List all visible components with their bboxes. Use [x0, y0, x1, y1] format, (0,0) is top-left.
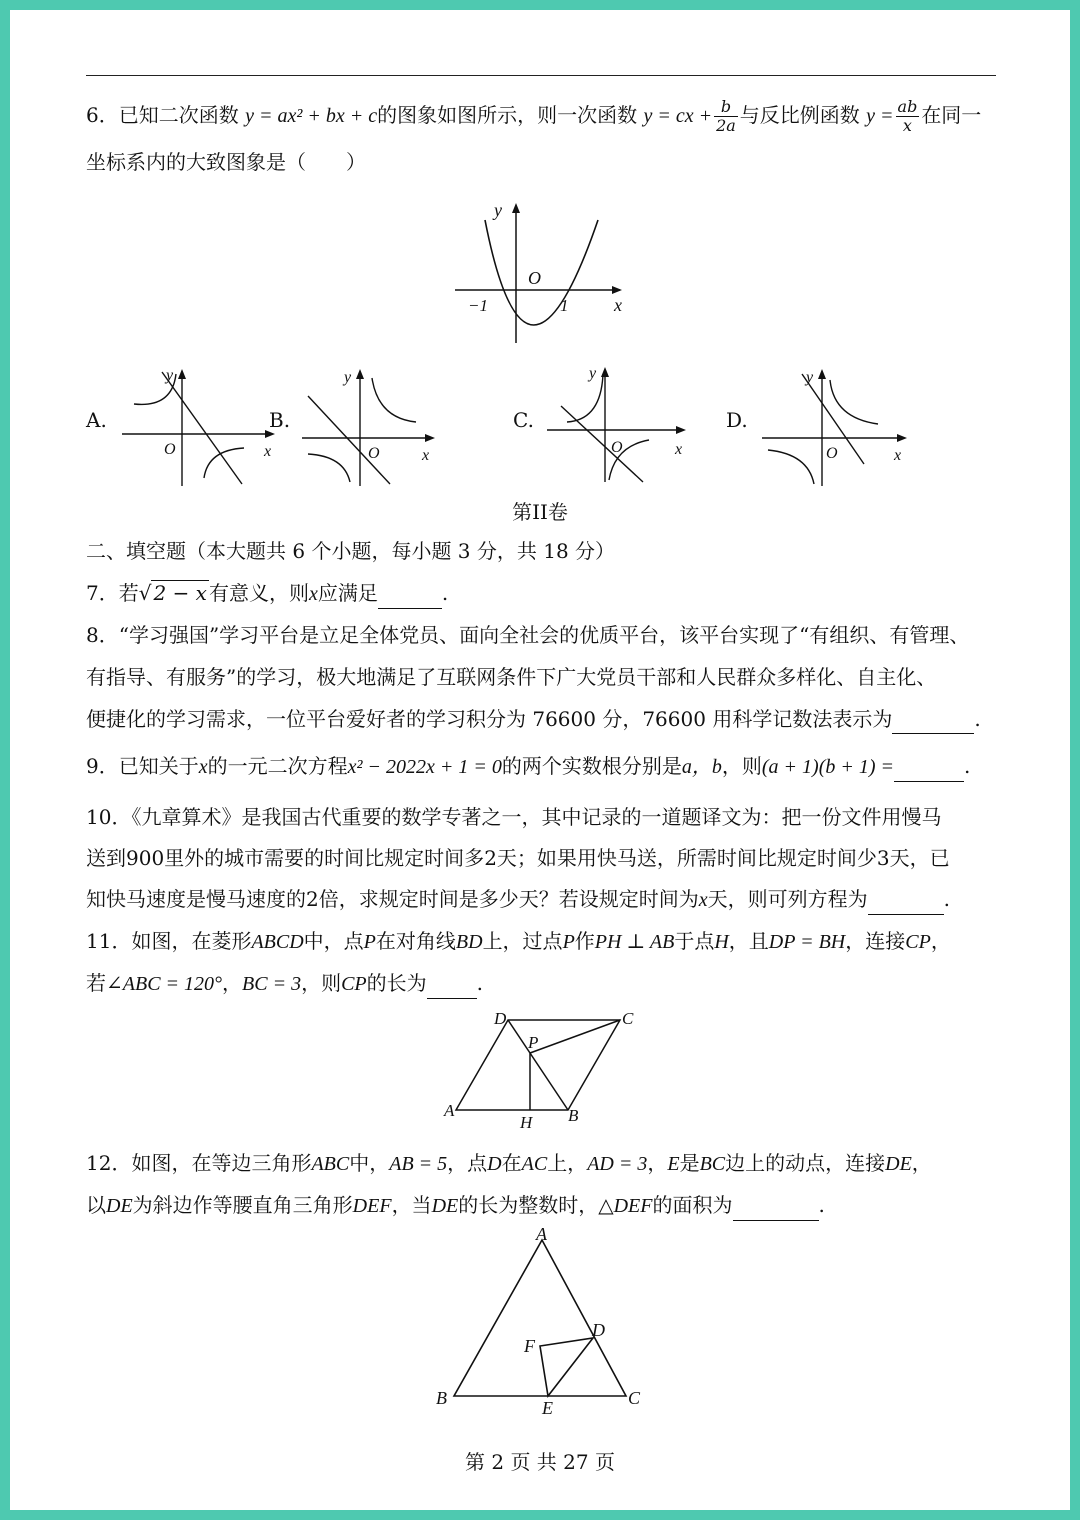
q9-answer-blank[interactable]	[894, 759, 964, 782]
q6-line2: 坐标系内的大致图象是（ ）	[86, 150, 366, 174]
q6-parabola-graph	[450, 198, 630, 348]
svg-text:E: E	[542, 1398, 553, 1418]
svg-text:C: C	[622, 1009, 634, 1028]
svg-text:x: x	[422, 447, 430, 464]
svg-text:D: D	[592, 1320, 605, 1340]
q6-line1: 6．已知二次函数 y = ax² + bx + c的图象如图所示，则一次函数 y = cx + $\frac{b}{2a}$ 与反比例函数 y = $\frac{ab}{x}$ 在同一	[86, 97, 982, 135]
q6-graph-x-label: x	[614, 295, 622, 315]
q7-radicand: 2 − x	[153, 581, 207, 605]
q9-expression: (a + 1)(b + 1) =	[761, 756, 895, 778]
q12-triangle-figure	[430, 1224, 660, 1418]
q10-line3: 知快马速度是慢马速度的2倍，求规定时间是多少天？若设规定时间为x天，则可列方程为 .	[86, 884, 1006, 915]
svg-text:H: H	[520, 1113, 533, 1132]
q6-option-b-label[interactable]: B.	[269, 408, 291, 432]
q8-answer-blank[interactable]	[892, 711, 974, 734]
q6-graph-origin: O	[528, 268, 541, 288]
svg-text:O: O	[164, 441, 176, 458]
q9-equation: x² − 2022x + 1 = 0	[347, 756, 502, 778]
q12-line2: 以DE为斜边作等腰直角三角形DEF，当DE的长为整数时，△DEF的面积为 .	[86, 1190, 1006, 1221]
svg-text:y: y	[344, 369, 352, 386]
svg-text:A: A	[536, 1224, 547, 1244]
svg-text:O: O	[368, 445, 380, 462]
q6-graph-y-label: y	[494, 200, 502, 220]
q12-line1: 12．如图，在等边三角形ABC中，AB = 5，点D在AC上，AD = 3，E是BC边上的动点，连接DE，	[86, 1151, 932, 1175]
q6-inverse: y =	[866, 105, 894, 127]
q10-line2: 送到900里外的城市需要的时间比规定时间多2天；如果用快马送，所需时间比规定时间少3天，已	[86, 846, 950, 870]
q6-option-b-graph[interactable]	[300, 366, 450, 491]
q7: 7．若√ 2 − x 有意义，则x应满足 .	[86, 578, 1006, 609]
svg-text:y: y	[806, 369, 814, 386]
svg-text:y: y	[166, 367, 174, 384]
q6-quadratic: y = ax² + bx + c	[245, 105, 378, 127]
svg-text:P: P	[528, 1033, 539, 1052]
q6-graph-neg1: −1	[468, 296, 488, 315]
svg-text:D: D	[494, 1009, 507, 1028]
svg-text:x: x	[264, 443, 272, 460]
q9: 9．已知关于x的一元二次方程x² − 2022x + 1 = 0的两个实数根分别是a，b，则(a + 1)(b + 1) = .	[86, 751, 1006, 782]
q12-answer-blank[interactable]	[733, 1198, 819, 1221]
q11-answer-blank[interactable]	[427, 976, 477, 999]
svg-text:B: B	[436, 1388, 447, 1408]
svg-text:A: A	[444, 1101, 455, 1120]
page-footer: 第 2 页 共 27 页	[465, 1450, 615, 1474]
svg-text:O: O	[611, 439, 623, 456]
svg-text:y: y	[589, 365, 597, 382]
q8-line1: 8．“学习强国”学习平台是立足全体党员、面向全社会的优质平台，该平台实现了“有组织、有管理、	[86, 623, 970, 647]
q7-answer-blank[interactable]	[378, 586, 442, 609]
q6-option-d-label[interactable]: D.	[726, 408, 748, 432]
q10-line1: 10．《九章算术》是我国古代重要的数学专著之一，其中记录的一道题译文为：把一份文件用慢马	[86, 805, 942, 829]
svg-text:B: B	[568, 1106, 579, 1125]
svg-text:x: x	[894, 447, 902, 464]
q8-line2: 有指导、有服务”的学习，极大地满足了互联网条件下广大党员干部和人民群众多样化、自主化、	[86, 665, 937, 689]
svg-text:C: C	[628, 1388, 641, 1408]
q11-rhombus-figure	[438, 1006, 648, 1131]
header-rule	[86, 75, 996, 76]
q6-fraction-ab-x: $\frac{ab}{x}$	[897, 97, 918, 135]
svg-text:F: F	[524, 1336, 535, 1356]
q6-option-d-graph[interactable]	[760, 366, 920, 491]
q6-option-c-graph[interactable]	[545, 364, 700, 489]
q8-line3: 便捷化的学习需求，一位平台爱好者的学习积分为 76600 分，76600 用科学记数法表示为 .	[86, 704, 1006, 734]
exam-page	[10, 10, 1070, 1510]
q6-option-c-label[interactable]: C.	[513, 408, 534, 432]
q11-line2: 若∠ABC = 120°，BC = 3，则CP的长为 .	[86, 968, 1006, 999]
q6-fraction-b-2a: $\frac{b}{2a}$	[716, 97, 736, 135]
part2-title: 第II卷	[512, 500, 568, 524]
q10-answer-blank[interactable]	[868, 892, 944, 915]
section2-heading: 二、填空题（本大题共 6 个小题，每小题 3 分，共 18 分）	[86, 539, 616, 563]
q6-linear: y = cx +	[643, 105, 713, 127]
svg-text:x: x	[675, 441, 683, 458]
svg-text:O: O	[826, 445, 838, 462]
q6-option-a-graph[interactable]	[120, 366, 280, 491]
q6-graph-one: 1	[560, 296, 569, 315]
q11-line1: 11．如图，在菱形ABCD中，点P在对角线BD上，过点P作PH ⊥ AB于点H，且DP = BH，连接CP，	[86, 929, 951, 953]
q6-option-a-label[interactable]: A.	[86, 408, 107, 432]
